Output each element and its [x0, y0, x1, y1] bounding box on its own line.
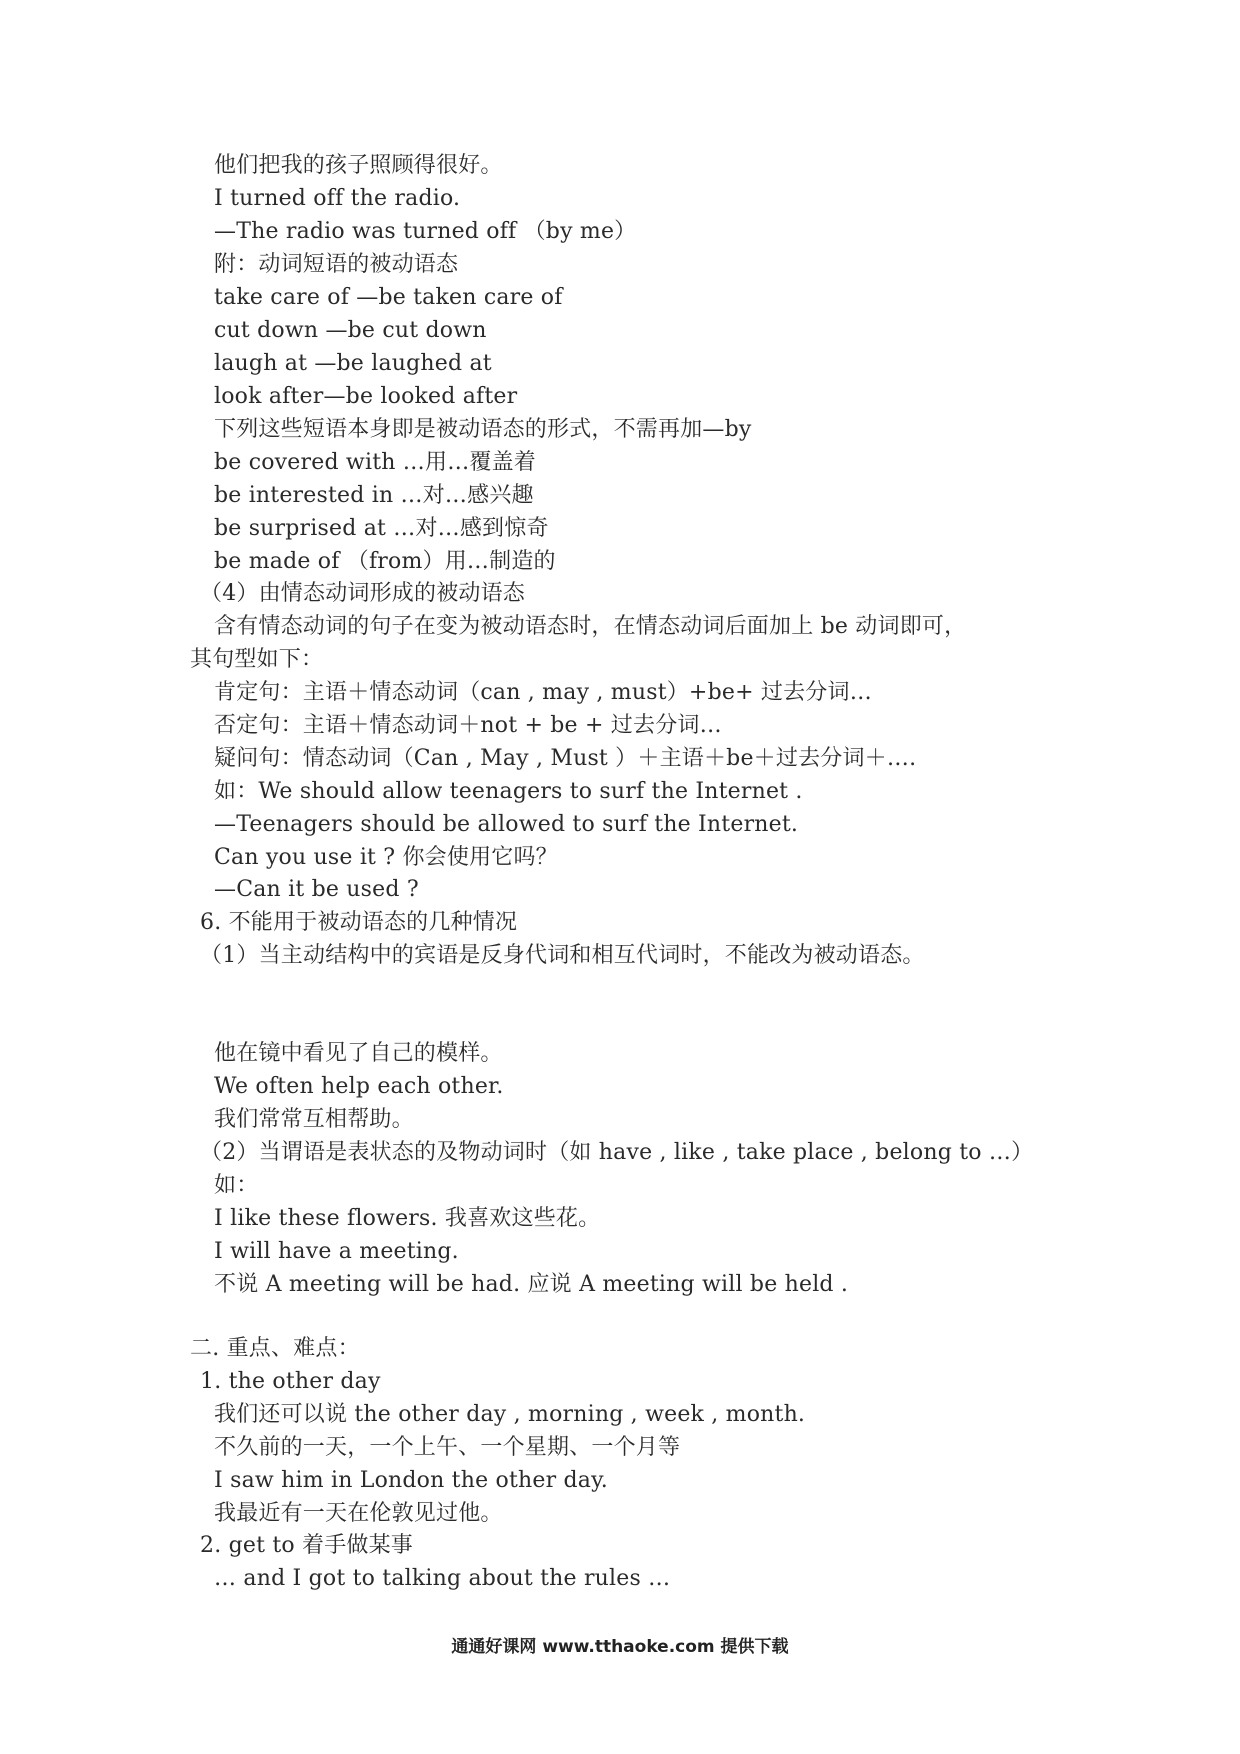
text-line: I saw him in London the other day. [214, 1468, 608, 1493]
page-footer: 通通好课网 www.tthaoke.com 提供下载 [451, 1637, 789, 1657]
section-heading: 6. 不能用于被动语态的几种情况 [200, 910, 518, 935]
section-heading: 二. 重点、难点： [190, 1336, 360, 1361]
text-line: —Teenagers should be allowed to surf the Internet. [214, 812, 799, 837]
text-line: I will have a meeting. [214, 1239, 459, 1264]
text-line: 否定句：主语＋情态动词＋not + be + 过去分词… [214, 713, 722, 738]
text-line: be surprised at …对…感到惊奇 [214, 516, 549, 541]
text-line: 我们还可以说 the other day , morning , week , month. [214, 1402, 806, 1427]
text-line: look after—be looked after [214, 384, 518, 409]
text-line: take care of —be taken care of [214, 285, 563, 310]
text-line: 我最近有一天在伦敦见过他。 [214, 1501, 503, 1526]
text-line: 他在镜中看见了自己的模样。 [214, 1041, 503, 1066]
text-line: Can you use it ? 你会使用它吗？ [214, 845, 558, 870]
section-heading: （4）由情态动词形成的被动语态 [200, 581, 525, 606]
text-line: We often help each other. [214, 1074, 504, 1099]
text-line: be made of （from）用…制造的 [214, 549, 556, 574]
text-line: I turned off the radio. [214, 186, 461, 211]
text-line: （1）当主动结构中的宾语是反身代词和相互代词时，不能改为被动语态。 [200, 943, 925, 968]
text-line: 疑问句：情态动词（Can , May , Must ）＋主语＋be＋过去分词＋…. [214, 746, 917, 771]
text-line: —The radio was turned off （by me） [214, 219, 637, 244]
text-line: 不久前的一天，一个上午、一个星期、一个月等 [214, 1435, 681, 1460]
section-heading: （2）当谓语是表状态的及物动词时（如 have , like , take place , belong to …） [200, 1140, 1034, 1165]
text-line: cut down —be cut down [214, 318, 487, 343]
text-line: 下列这些短语本身即是被动语态的形式，不需再加—by [214, 417, 752, 442]
text-line: laugh at —be laughed at [214, 351, 492, 376]
text-line: 其句型如下： [190, 647, 324, 672]
text-line: … and I got to talking about the rules … [214, 1566, 671, 1591]
text-line: I like these flowers. 我喜欢这些花。 [214, 1206, 601, 1231]
text-line: 肯定句：主语＋情态动词（can , may , must）+be+ 过去分词… [214, 680, 872, 705]
text-line: 如：We should allow teenagers to surf the Internet . [214, 779, 803, 804]
subsection-heading: 2. get to 着手做某事 [200, 1533, 413, 1558]
text-line: 不说 A meeting will be had. 应说 A meeting will be held . [214, 1272, 849, 1297]
text-line: 他们把我的孩子照顾得很好。 [214, 153, 503, 178]
text-line: be covered with …用…覆盖着 [214, 450, 536, 475]
text-line: be interested in …对…感兴趣 [214, 483, 534, 508]
text-line: 附：动词短语的被动语态 [214, 252, 459, 277]
subsection-heading: 1. the other day [200, 1369, 381, 1394]
text-line: —Can it be used ? [214, 877, 419, 902]
text-line: 我们常常互相帮助。 [214, 1107, 414, 1132]
text-line: 含有情态动词的句子在变为被动语态时，在情态动词后面加上 be 动词即可， [214, 614, 967, 639]
text-line: 如： [214, 1173, 259, 1198]
